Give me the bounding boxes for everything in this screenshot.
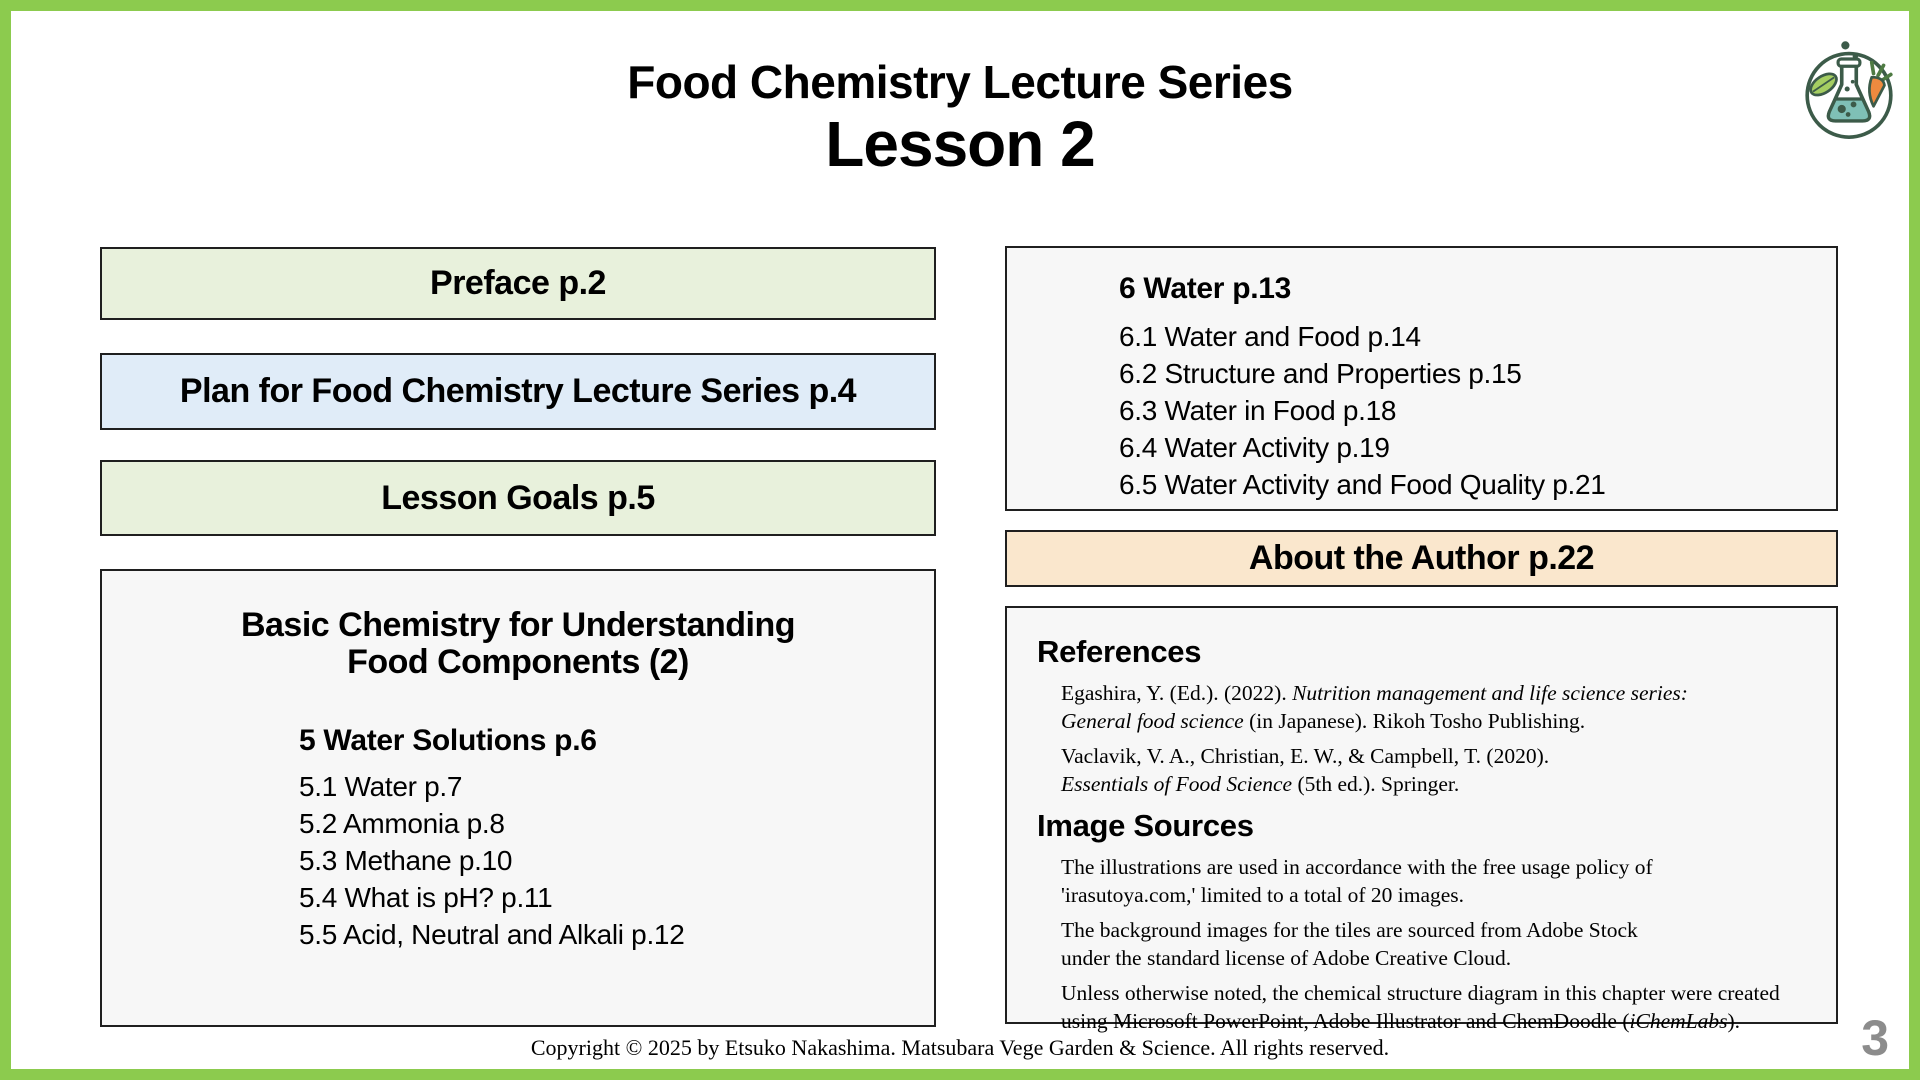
toc-entry-lesson-goals [100,460,936,536]
toc-entry-about-author [1005,530,1838,587]
references-list [1061,680,1806,798]
image-source-item: The background images for the tiles are sourced from Adobe Stock under the standard license of Adobe Creative Cloud. [1061,918,1638,970]
toc-item: 5.5 Acid, Neutral and Alkali p.12 [299,919,685,950]
image-source-item: The illustrations are used in accordance with the free usage policy of 'irasutoya.com,' limited to a total of 20 images. [1061,855,1653,907]
toc-item: 6.3 Water in Food p.18 [1119,395,1397,426]
panel-title-line2: Food Components (2) [347,643,689,681]
toc-list-water [1119,318,1836,503]
reference-item: Egashira, Y. (Ed.). (2022). Nutrition management and life science series: General food science (in Japanese). Rikoh Tosho Publishing. [1061,681,1688,733]
toc-item: 6.5 Water Activity and Food Quality p.21 [1119,469,1606,500]
toc-item: 5.4 What is pH? p.11 [299,882,553,913]
page-number: 3 [1861,1010,1889,1066]
lesson-title: Lesson 2 [825,108,1095,180]
toc-entry-plan [100,353,936,430]
toc-item: 6.4 Water Activity p.19 [1119,432,1390,463]
toc-entry-label: About the Author p.22 [1248,539,1595,577]
toc-item: 6.2 Structure and Properties p.15 [1119,358,1522,389]
panel-title-line1: Basic Chemistry for Understanding [240,606,796,644]
toc-item: 6.1 Water and Food p.14 [1119,321,1421,352]
copyright-notice: Copyright © 2025 by Etsuko Nakashima. Matsubara Vege Garden & Science. All rights reserved. [530,1035,1390,1060]
section-heading-water: 6 Water p.13 [1119,272,1292,305]
toc-entry-label: Preface p.2 [430,264,606,302]
image-source-item: Unless otherwise noted, the chemical structure diagram in this chapter were created using Microsoft PowerPoint, Adobe Illustrator and ChemDoodle (iChemLabs). [1061,981,1780,1033]
references-panel [1005,606,1838,1033]
references-heading: References [1037,634,1202,669]
section-heading-water-solutions: 5 Water Solutions p.6 [299,724,597,757]
science-logo [1799,37,1899,141]
toc-entry-label: Plan for Food Chemistry Lecture Series p.4 [179,372,857,410]
image-sources-list [1061,854,1806,1035]
toc-entry-preface [100,247,936,320]
panel-title [102,607,934,681]
toc-item: 5.3 Methane p.10 [299,845,513,876]
toc-panel-basic-chemistry [100,569,936,1027]
flask-leaf-carrot-icon [1799,37,1899,141]
series-title: Food Chemistry Lecture Series [627,56,1293,108]
toc-entry-label: Lesson Goals p.5 [381,478,655,517]
toc-panel-water [1005,246,1838,511]
image-sources-heading: Image Sources [1037,808,1254,843]
toc-list-water-solutions [299,768,934,953]
toc-item: 5.1 Water p.7 [299,771,463,802]
toc-item: 5.2 Ammonia p.8 [299,808,505,839]
reference-item: Vaclavik, V. A., Christian, E. W., & Campbell, T. (2020). Essentials of Food Science (5th ed.). Springer. [1061,744,1550,796]
